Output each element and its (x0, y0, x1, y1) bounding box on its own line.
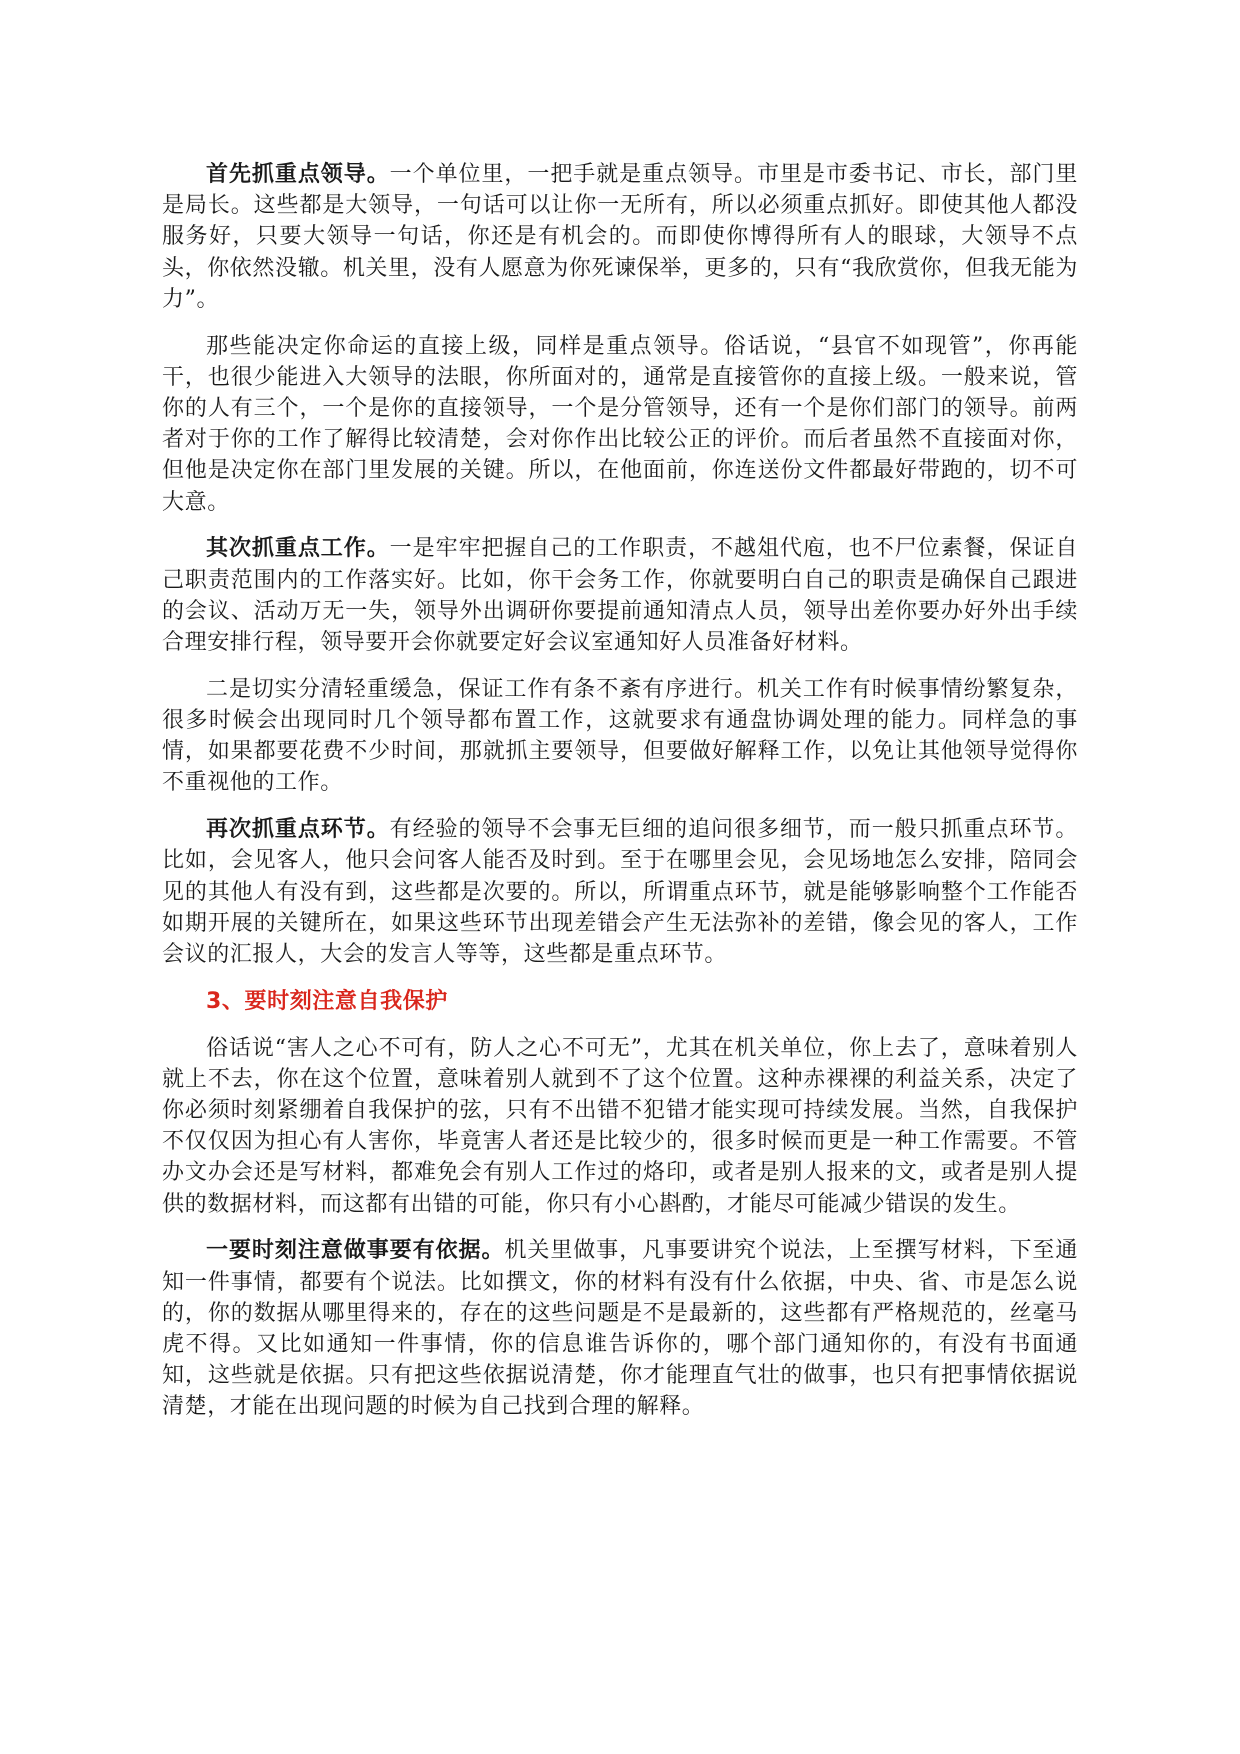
paragraph-text: 俗话说“害人之心不可有，防人之心不可无”，尤其在机关单位，你上去了，意味着别人就上不去，你在这个位置，意味着别人就到不了这个位置。这种赤裸裸的利益关系，决定了你必须时刻紧绷着自我保护的弦，只有不出错不犯错才能实现可持续发展。当然，自我保护不仅仅因为担心有人害你，毕竟害人者还是比较少的，很多时候而更是一种工作需要。不管办文办会还是写材料，都难免会有别人工作过的烙印，或者是别人报来的文，或者是别人提供的数据材料，而这都有出错的可能，你只有小心斟酌，才能尽可能减少错误的发生。 (162, 1035, 1078, 1217)
section-heading: 3、要时刻注意自我保护 (206, 988, 448, 1014)
paragraph-self-protection (162, 1033, 1078, 1220)
paragraph-text: 一是牢牢把握自己的工作职责，不越俎代庖，也不尸位素餐，保证自己职责范围内的工作落实好。比如，你干会务工作，你就要明白自己的职责是确保自己跟进的会议、活动万无一失，领导外出调研你要提前通知清点人员，领导出差你要办好外出手续合理安排行程，领导要开会你就要定好会议室通知好人员准备好材料。 (162, 536, 1078, 656)
paragraph-text: 机关里做事，凡事要讲究个说法，上至撰写材料，下至通知一件事情，都要有个说法。比如撰文，你的材料有没有什么依据，中央、省、市是怎么说的，你的数据从哪里得来的，存在的这些问题是不是最新的，这些都有严格规范的，丝毫马虎不得。又比如通知一件事情，你的信息谁告诉你的，哪个部门通知你的，有没有书面通知，这些就是依据。只有把这些依据说清楚，你才能理直气壮的做事，也只有把事情依据说清楚，才能在出现问题的时候为自己找到合理的解释。 (162, 1238, 1078, 1420)
paragraph-lead: 一要时刻注意做事要有依据。 (206, 1238, 505, 1264)
paragraph-text: 一个单位里，一把手就是重点领导。市里是市委书记、市长，部门里是局长。这些都是大领导，一句话可以让你一无所有，所以必须重点抓好。即使其他人都没服务好，只要大领导一句话，你还是有机会的。而即使你博得所有人的眼球，大领导不点头，你依然没辙。机关里，没有人愿意为你死谏保举，更多的，只有“我欣赏你，但我无能为力”。 (162, 162, 1078, 312)
paragraph-priorities (162, 674, 1078, 799)
paragraph-basis (162, 1235, 1078, 1422)
paragraph-key-leaders (162, 159, 1078, 315)
paragraph-text: 二是切实分清轻重缓急，保证工作有条不紊有序进行。机关工作有时候事情纷繁复杂，很多时候会出现同时几个领导都布置工作，这就要求有通盘协调处理的能力。同样急的事情，如果都要花费不少时间，那就抓主要领导，但要做好解释工作，以免让其他领导觉得你不重视他的工作。 (162, 676, 1078, 796)
paragraph-lead: 首先抓重点领导。 (206, 162, 390, 187)
paragraph-lead: 其次抓重点工作。 (206, 536, 390, 562)
paragraph-text: 那些能决定你命运的直接上级，同样是重点领导。俗话说，“县官不如现管”，你再能干，也很少能进入大领导的法眼，你所面对的，通常是直接管你的直接上级。一般来说，管你的人有三个，一个是你的直接领导，一个是分管领导，还有一个是你们部门的领导。前两者对于你的工作了解得比较清楚，会对你作出比较公正的评价。而后者虽然不直接面对你，但他是决定你在部门里发展的关键。所以，在他面前，你连送份文件都最好带跑的，切不可大意。 (162, 333, 1078, 515)
paragraph-lead: 再次抓重点环节。 (206, 817, 390, 843)
paragraph-text: 有经验的领导不会事无巨细的追问很多细节，而一般只抓重点环节。比如，会见客人，他只会问客人能否及时到。至于在哪里会见，会见场地怎么安排，陪同会见的其他人有没有到，这些都是次要的。所以，所谓重点环节，就是能够影响整个工作能否如期开展的关键所在，如果这些环节出现差错会产生无法弥补的差错，像会见的客人，工作会议的汇报人，大会的发言人等等，这些都是重点环节。 (162, 817, 1078, 968)
document-page (162, 159, 1078, 1438)
paragraph-key-links (162, 814, 1078, 970)
paragraph-direct-superior (162, 331, 1078, 518)
paragraph-key-work (162, 533, 1078, 658)
